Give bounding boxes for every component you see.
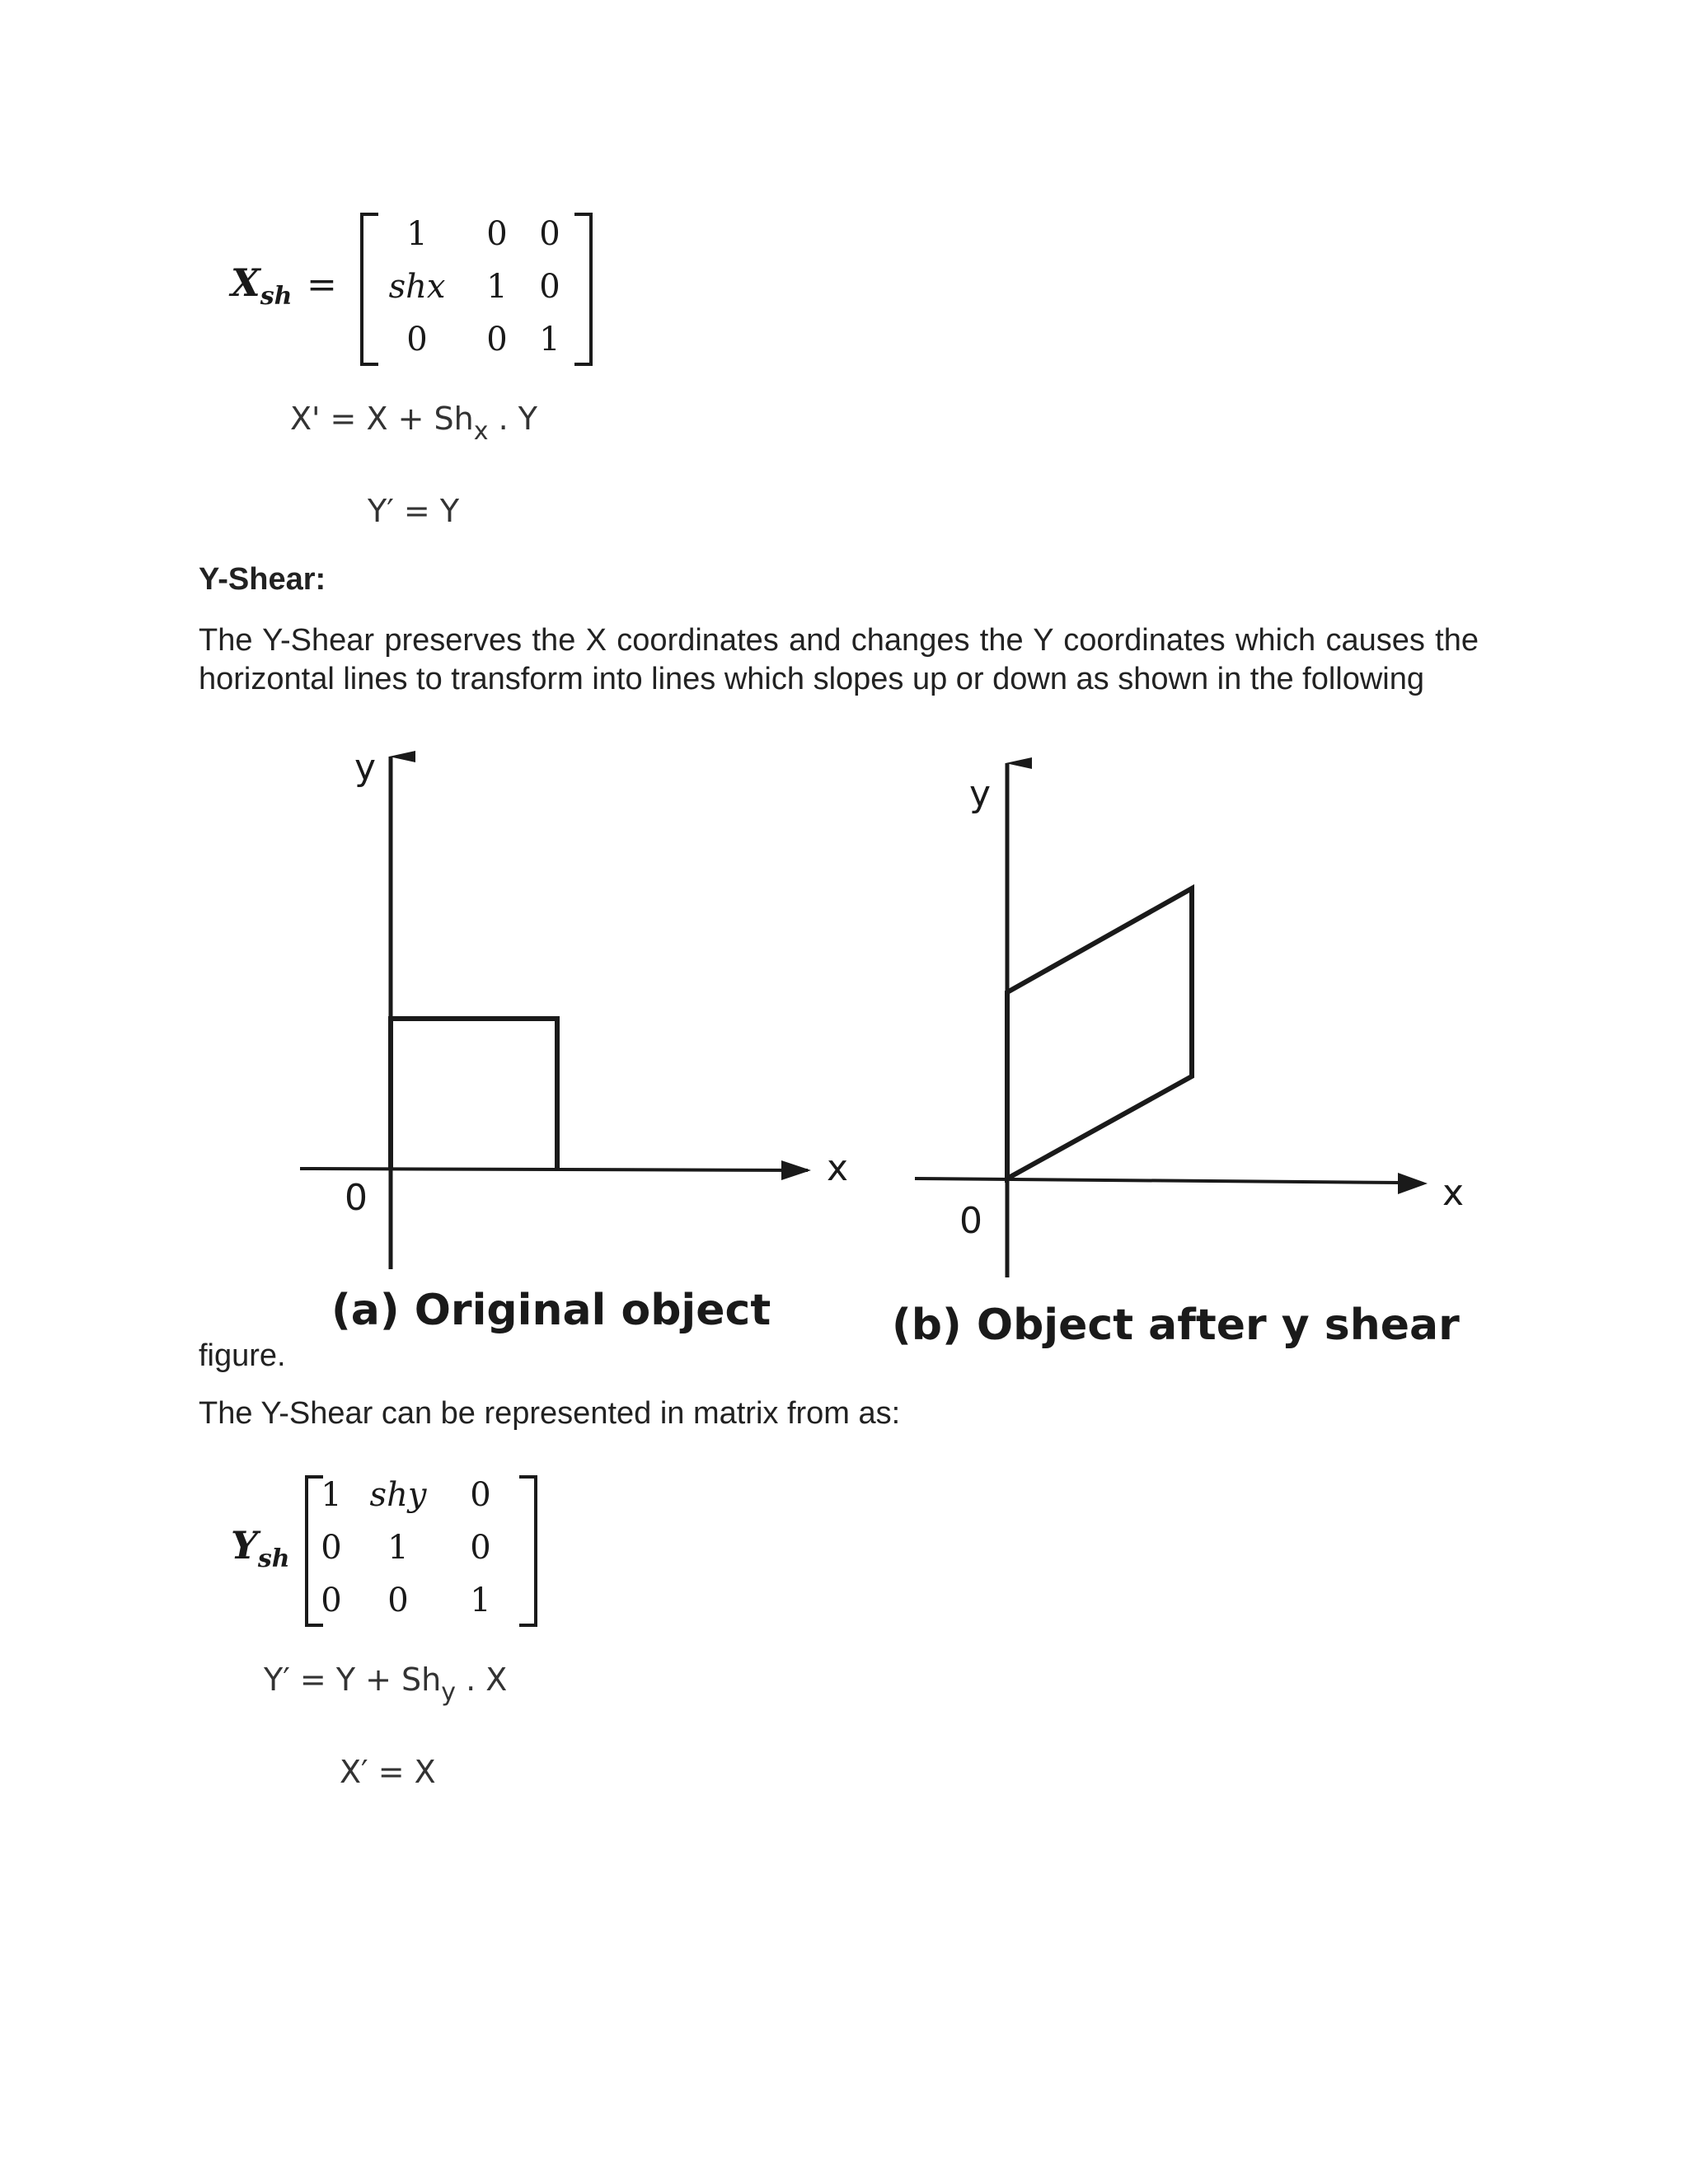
panel-a-y-label: y	[354, 747, 377, 789]
y-eq-lhs: Y′ = Y + Sh	[264, 1661, 442, 1698]
y-shear-equation-y	[264, 1661, 507, 1707]
x-shear-matrix-cell-r3-c2: 0	[486, 321, 508, 359]
panel-b-x-axis	[915, 1179, 1401, 1183]
panel-b-x-arrowhead	[1398, 1173, 1428, 1194]
panel-a-square	[391, 1019, 557, 1169]
y-shear-right-bracket	[519, 1475, 537, 1627]
x-eq-rhs: . Y	[488, 401, 537, 437]
y-shear-matrix-cell-r2-c3: 0	[470, 1529, 491, 1567]
y-shear-matrix-intro: The Y-Shear can be represented in matrix from as:	[199, 1396, 901, 1431]
y-shear-description: The Y-Shear preserves the X coordinates and changes the Y coordinates which causes the horizontal lines to transform into lines which slopes up or down as shown in the following	[199, 623, 1479, 696]
panel-b-parallelogram	[1007, 888, 1192, 1179]
x-shear-equation-x	[290, 401, 537, 446]
figure-word: figure.	[199, 1338, 286, 1373]
x-shear-matrix-cell-r1-c3: 0	[539, 215, 560, 253]
y-shear-matrix-cell-r3-c3: 1	[470, 1582, 491, 1619]
panel-a-x-label: x	[827, 1147, 849, 1189]
y-shear-matrix-cell-r3-c1: 0	[321, 1582, 342, 1619]
panel-b-y-label: y	[969, 773, 992, 815]
x-shear-matrix	[373, 208, 567, 366]
x-shear-matrix-label	[231, 260, 292, 311]
y-shear-matrix-cell-r1-c3: 0	[470, 1476, 491, 1514]
panel-b-caption: (b) Object after y shear	[892, 1301, 1460, 1350]
x-shear-matrix-cell-r2-c2: 1	[486, 268, 508, 306]
y-shear-matrix	[313, 1469, 514, 1627]
panel-b-origin-label: 0	[959, 1200, 982, 1242]
x-shear-equals-sign: =	[307, 264, 337, 306]
x-eq-lhs: X' = X + Sh	[290, 401, 474, 437]
panel-a-origin-label: 0	[345, 1177, 368, 1219]
y-shear-label-main: Y	[231, 1523, 258, 1568]
y-shear-heading: Y-Shear:	[199, 562, 326, 597]
x-shear-matrix-equation	[231, 206, 593, 371]
x-shear-label-sub: sh	[260, 282, 293, 311]
x-eq-sub: x	[473, 417, 489, 446]
y-shear-matrix-cell-r2-c1: 0	[321, 1529, 342, 1567]
x-shear-right-bracket	[574, 213, 593, 366]
x-shear-matrix-cell-r2-c1: shx	[388, 268, 446, 306]
y-shear-matrix-cell-r2-c2: 1	[387, 1529, 409, 1567]
y-shear-matrix-label	[231, 1523, 290, 1573]
panel-a-caption: (a) Original object	[331, 1286, 771, 1335]
y-shear-matrix-cell-r3-c2: 0	[387, 1582, 409, 1619]
x-shear-matrix-cell-r1-c1: 1	[406, 215, 428, 253]
x-shear-matrix-cell-r1-c2: 0	[486, 215, 508, 253]
panel-a-x-axis	[300, 1169, 808, 1170]
y-shear-matrix-equation	[231, 1469, 544, 1633]
y-shear-label-sub: sh	[257, 1544, 290, 1573]
panel-a-original-object	[300, 747, 848, 1269]
panel-b-x-label: x	[1442, 1172, 1465, 1214]
shear-figure	[0, 733, 1688, 1385]
y-shear-matrix-cell-r1-c2: shy	[369, 1476, 427, 1514]
y-eq-rhs: . X	[456, 1661, 508, 1698]
y-shear-equation-x: X′ = X	[340, 1754, 436, 1790]
x-shear-equation-y: Y′ = Y	[368, 493, 460, 529]
panel-b-sheared-object	[915, 763, 1464, 1277]
x-shear-matrix-cell-r3-c3: 1	[539, 321, 560, 359]
x-shear-matrix-cell-r2-c3: 0	[539, 268, 560, 306]
y-eq-sub: y	[441, 1678, 457, 1707]
panel-a-x-arrowhead	[781, 1160, 811, 1180]
y-shear-matrix-cell-r1-c1: 1	[321, 1476, 342, 1514]
x-shear-label-main: X	[231, 260, 260, 305]
x-shear-matrix-cell-r3-c1: 0	[406, 321, 428, 359]
